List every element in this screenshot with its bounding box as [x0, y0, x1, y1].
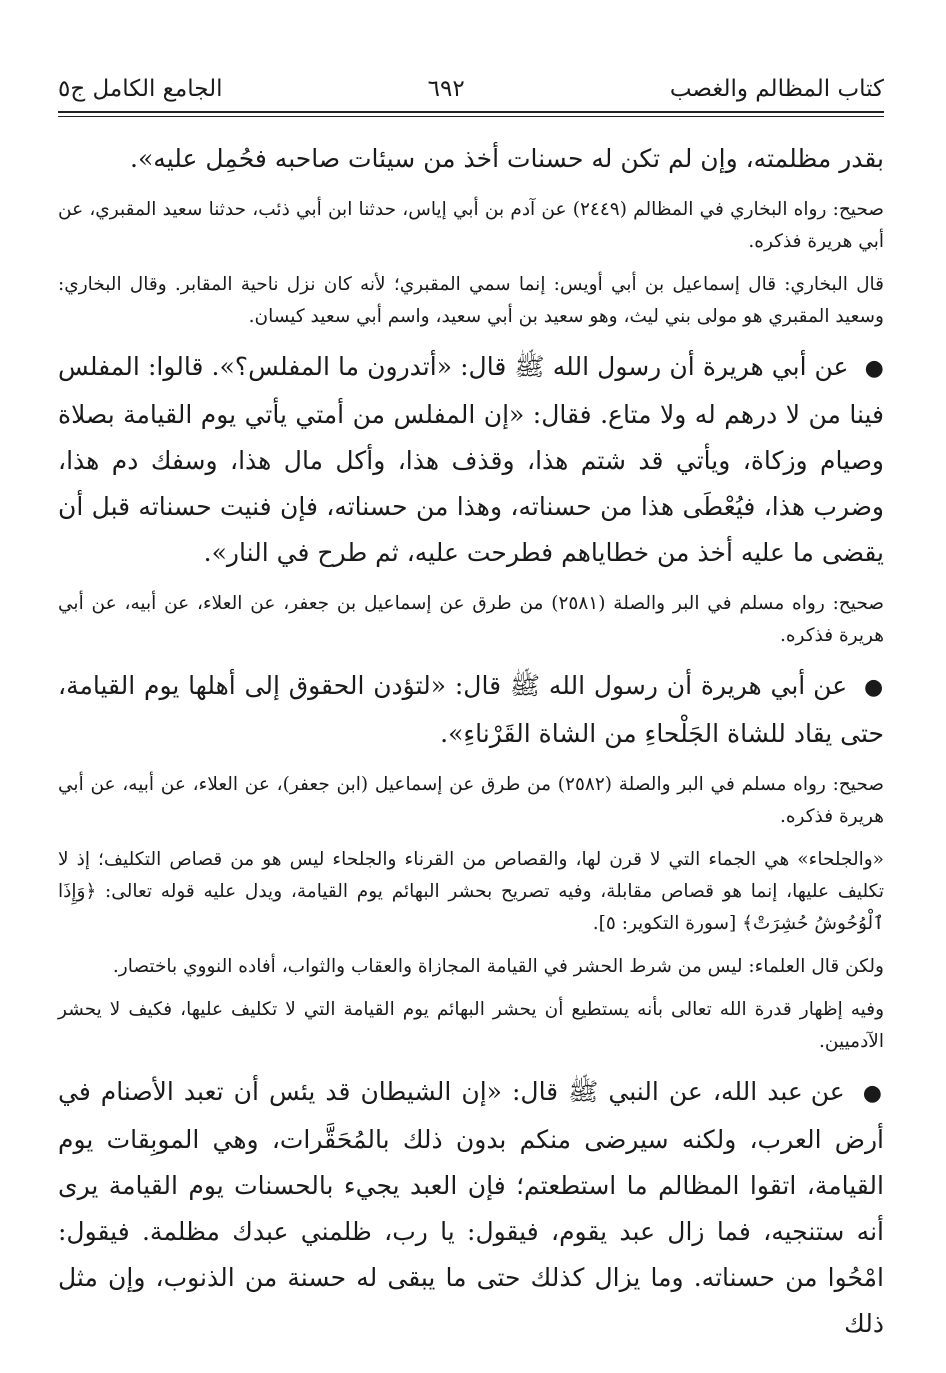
- paragraph-text: عن أبي هريرة أن رسول الله ﷺ قال: «لتؤدن الحقوق إلى أهلها يوم القيامة، حتى يقاد للشاة الجَلْحاءِ من الشاة القَرْناءِ».: [58, 671, 884, 748]
- paragraph-text: صحيح: رواه مسلم في البر والصلة (٢٥٨٢) من طرق عن إسماعيل (ابن جعفر)، عن العلاء، عن أبيه، عن أبي هريرة فذكره.: [58, 774, 884, 827]
- paragraph-text: ولكن قال العلماء: ليس من شرط الحشر في القيامة المجازاة والعقاب والثواب، أفاده النووي باختصار.: [112, 956, 884, 977]
- paragraph-text: صحيح: رواه مسلم في البر والصلة (٢٥٨١) من طرق عن إسماعيل بن جعفر، عن العلاء، عن أبيه، عن أبي هريرة فذكره.: [58, 593, 884, 646]
- paragraph-text: عن أبي هريرة أن رسول الله ﷺ قال: «أتدرون ما المفلس؟». قالوا: المفلس فينا من لا درهم له ولا متاع. فقال: «إن المفلس من أمتي يأتي يوم القيامة بصلاة وصيام وزكاة، ويأتي قد شتم هذا، وقذف هذا، وأكل مال هذا، وسفك دم هذا، وضرب هذا، فيُعْطَى هذا من حسناته، وهذا من حسناته، فإن فنيت حسناته قبل أن يقضى ما عليه أخذ من خطاياهم فطرحت عليه، ثم طرح في النار».: [58, 352, 884, 567]
- bullet-icon: ●: [863, 675, 885, 700]
- paragraph-text: قال البخاري: قال إسماعيل بن أبي أويس: إنما سمي المقبري؛ لأنه كان نزل ناحية المقابر. وقال البخاري: وسعيد المقبري هو مولى بني ليث، وهو سعيد بن أبي سعيد، واسم أبي سعيد كيسان.: [58, 274, 884, 327]
- takhrij-note: [58, 769, 884, 833]
- commentary-note: [58, 844, 884, 940]
- bullet-icon: ●: [864, 356, 884, 381]
- paragraph-text: وفيه إظهار قدرة الله تعالى بأنه يستطيع أن يحشر البهائم يوم القيامة التي لا تكليف عليها، فكيف لا يحشر الآدميين.: [58, 999, 884, 1052]
- bullet-icon: ●: [862, 1081, 884, 1106]
- page-number: ٦٩٢: [427, 76, 465, 102]
- paragraph-text: «والجلحاء» هي الجماء التي لا قرن لها، والقصاص من القرناء والجلحاء ليس هو من قصاص التكليف؛ إذ لا تكليف عليها، إنما هو قصاص مقابلة، وفيه تصريح بحشر البهائم يوم القيامة، ويدل عليه قوله تعالى: ﴿وَإِذَا ٱلْوُحُوشُ حُشِرَتْ﴾ [سورة التكوير: ٥].: [58, 849, 884, 934]
- commentary-note: [58, 994, 884, 1058]
- header-rule-thick: [58, 111, 884, 113]
- takhrij-note: [58, 588, 884, 652]
- volume-title: الجامع الكامل ج٥: [58, 76, 223, 102]
- page-header: [58, 72, 884, 106]
- hadith-paragraph: [58, 1069, 884, 1347]
- page-body: [58, 136, 884, 1359]
- paragraph-text: بقدر مظلمته، وإن لم تكن له حسنات أخذ من سيئات صاحبه فحُمِل عليه».: [130, 144, 884, 173]
- book-section-title: كتاب المظالم والغصب: [669, 76, 884, 102]
- takhrij-note: [58, 194, 884, 258]
- paragraph-text: عن عبد الله، عن النبي ﷺ قال: «إن الشيطان قد يئس أن تعبد الأصنام في أرض العرب، ولكنه سيرضى منكم بدون ذلك بالمُحَقَّرات، وهي الموبِقات يوم القيامة، اتقوا المظالم ما استطعتم؛ فإن العبد يجيء بالحسنات يوم القيامة يرى أنه ستنجيه، فما زال عبد يقوم، فيقول: يا رب، ظلمني عبدك مظلمة. فيقول: امْحُوا من حسناته. وما يزال كذلك حتى ما يبقى له حسنة من الذنوب، وإن مثل ذلك: [58, 1077, 884, 1338]
- commentary-note: [58, 269, 884, 333]
- header-rule-thin: [58, 116, 884, 117]
- commentary-note: [58, 951, 884, 983]
- hadith-paragraph: [58, 344, 884, 576]
- paragraph-text: صحيح: رواه البخاري في المظالم (٢٤٤٩) عن آدم بن أبي إياس، حدثنا ابن أبي ذئب، حدثنا سعيد المقبري، عن أبي هريرة فذكره.: [58, 199, 884, 252]
- hadith-paragraph: [58, 136, 884, 182]
- hadith-paragraph: [58, 663, 884, 757]
